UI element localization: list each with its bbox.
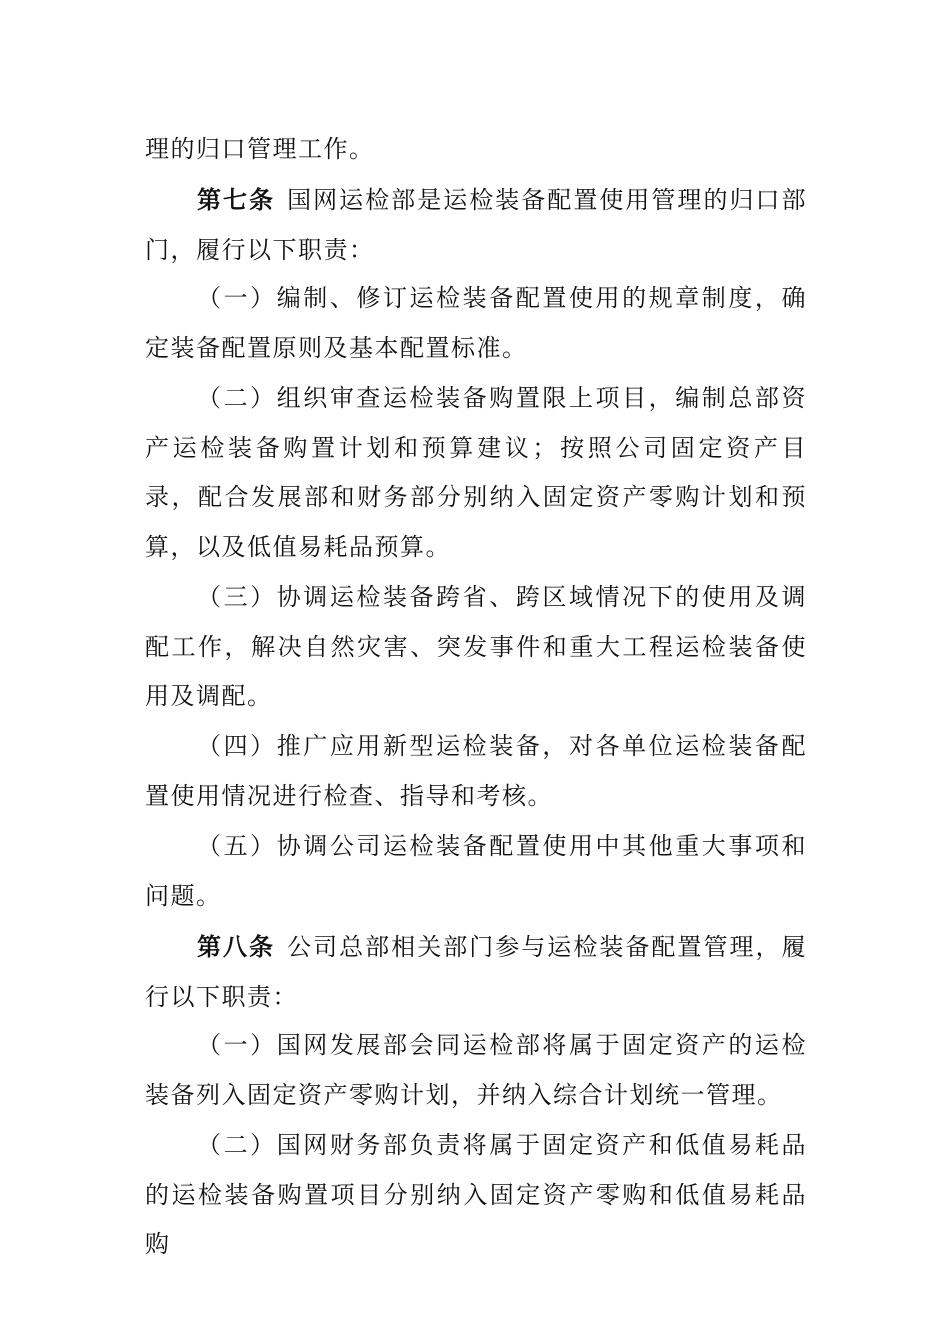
article-8-item-1 (145, 1021, 807, 1120)
article-7-item-1 (145, 274, 807, 373)
paragraph-text: 公司总部相关部门参与运检装备配置管理，履行以下职责： (145, 933, 808, 1011)
paragraph-text: （一）编制、修订运检装备配置使用的规章制度，确定装备配置原则及基本配置标准。 (145, 284, 807, 362)
article-7-item-4 (145, 722, 807, 821)
paragraph-continuation (145, 125, 807, 175)
paragraph-text: （一）国网发展部会同运检部将属于固定资产的运检装备列入固定资产零购计划，并纳入综合计划统一管理。 (145, 1031, 807, 1109)
paragraph-text: （四）推广应用新型运检装备，对各单位运检装备配置使用情况进行检查、指导和考核。 (145, 732, 807, 810)
article-7-item-3 (145, 573, 807, 722)
paragraph-text: （二）组织审查运检装备购置限上项目，编制总部资产运检装备购置计划和预算建议；按照公司固定资产目录，配合发展部和财务部分别纳入固定资产零购计划和预算，以及低值易耗品预算。 (145, 384, 807, 561)
article-8-item-2 (145, 1121, 807, 1270)
paragraph-text: （二）国网财务部负责将属于固定资产和低值易耗品的运检装备购置项目分别纳入固定资产零购和低值易耗品购 (145, 1131, 807, 1258)
paragraph-text: 理的归口管理工作。 (145, 135, 375, 163)
article-heading: 第七条 (197, 185, 276, 214)
article-7-item-2 (145, 374, 807, 572)
article-7 (145, 175, 807, 275)
article-heading: 第八条 (197, 932, 276, 961)
paragraph-text: （三）协调运检装备跨省、跨区域情况下的使用及调配工作，解决自然灾害、突发事件和重大工程运检装备使用及调配。 (145, 583, 807, 710)
article-8 (145, 922, 807, 1022)
article-7-item-5 (145, 822, 807, 921)
paragraph-text: 国网运检部是运检装备配置使用管理的归口部门，履行以下职责： (145, 186, 808, 264)
paragraph-text: （五）协调公司运检装备配置使用中其他重大事项和问题。 (145, 832, 807, 910)
